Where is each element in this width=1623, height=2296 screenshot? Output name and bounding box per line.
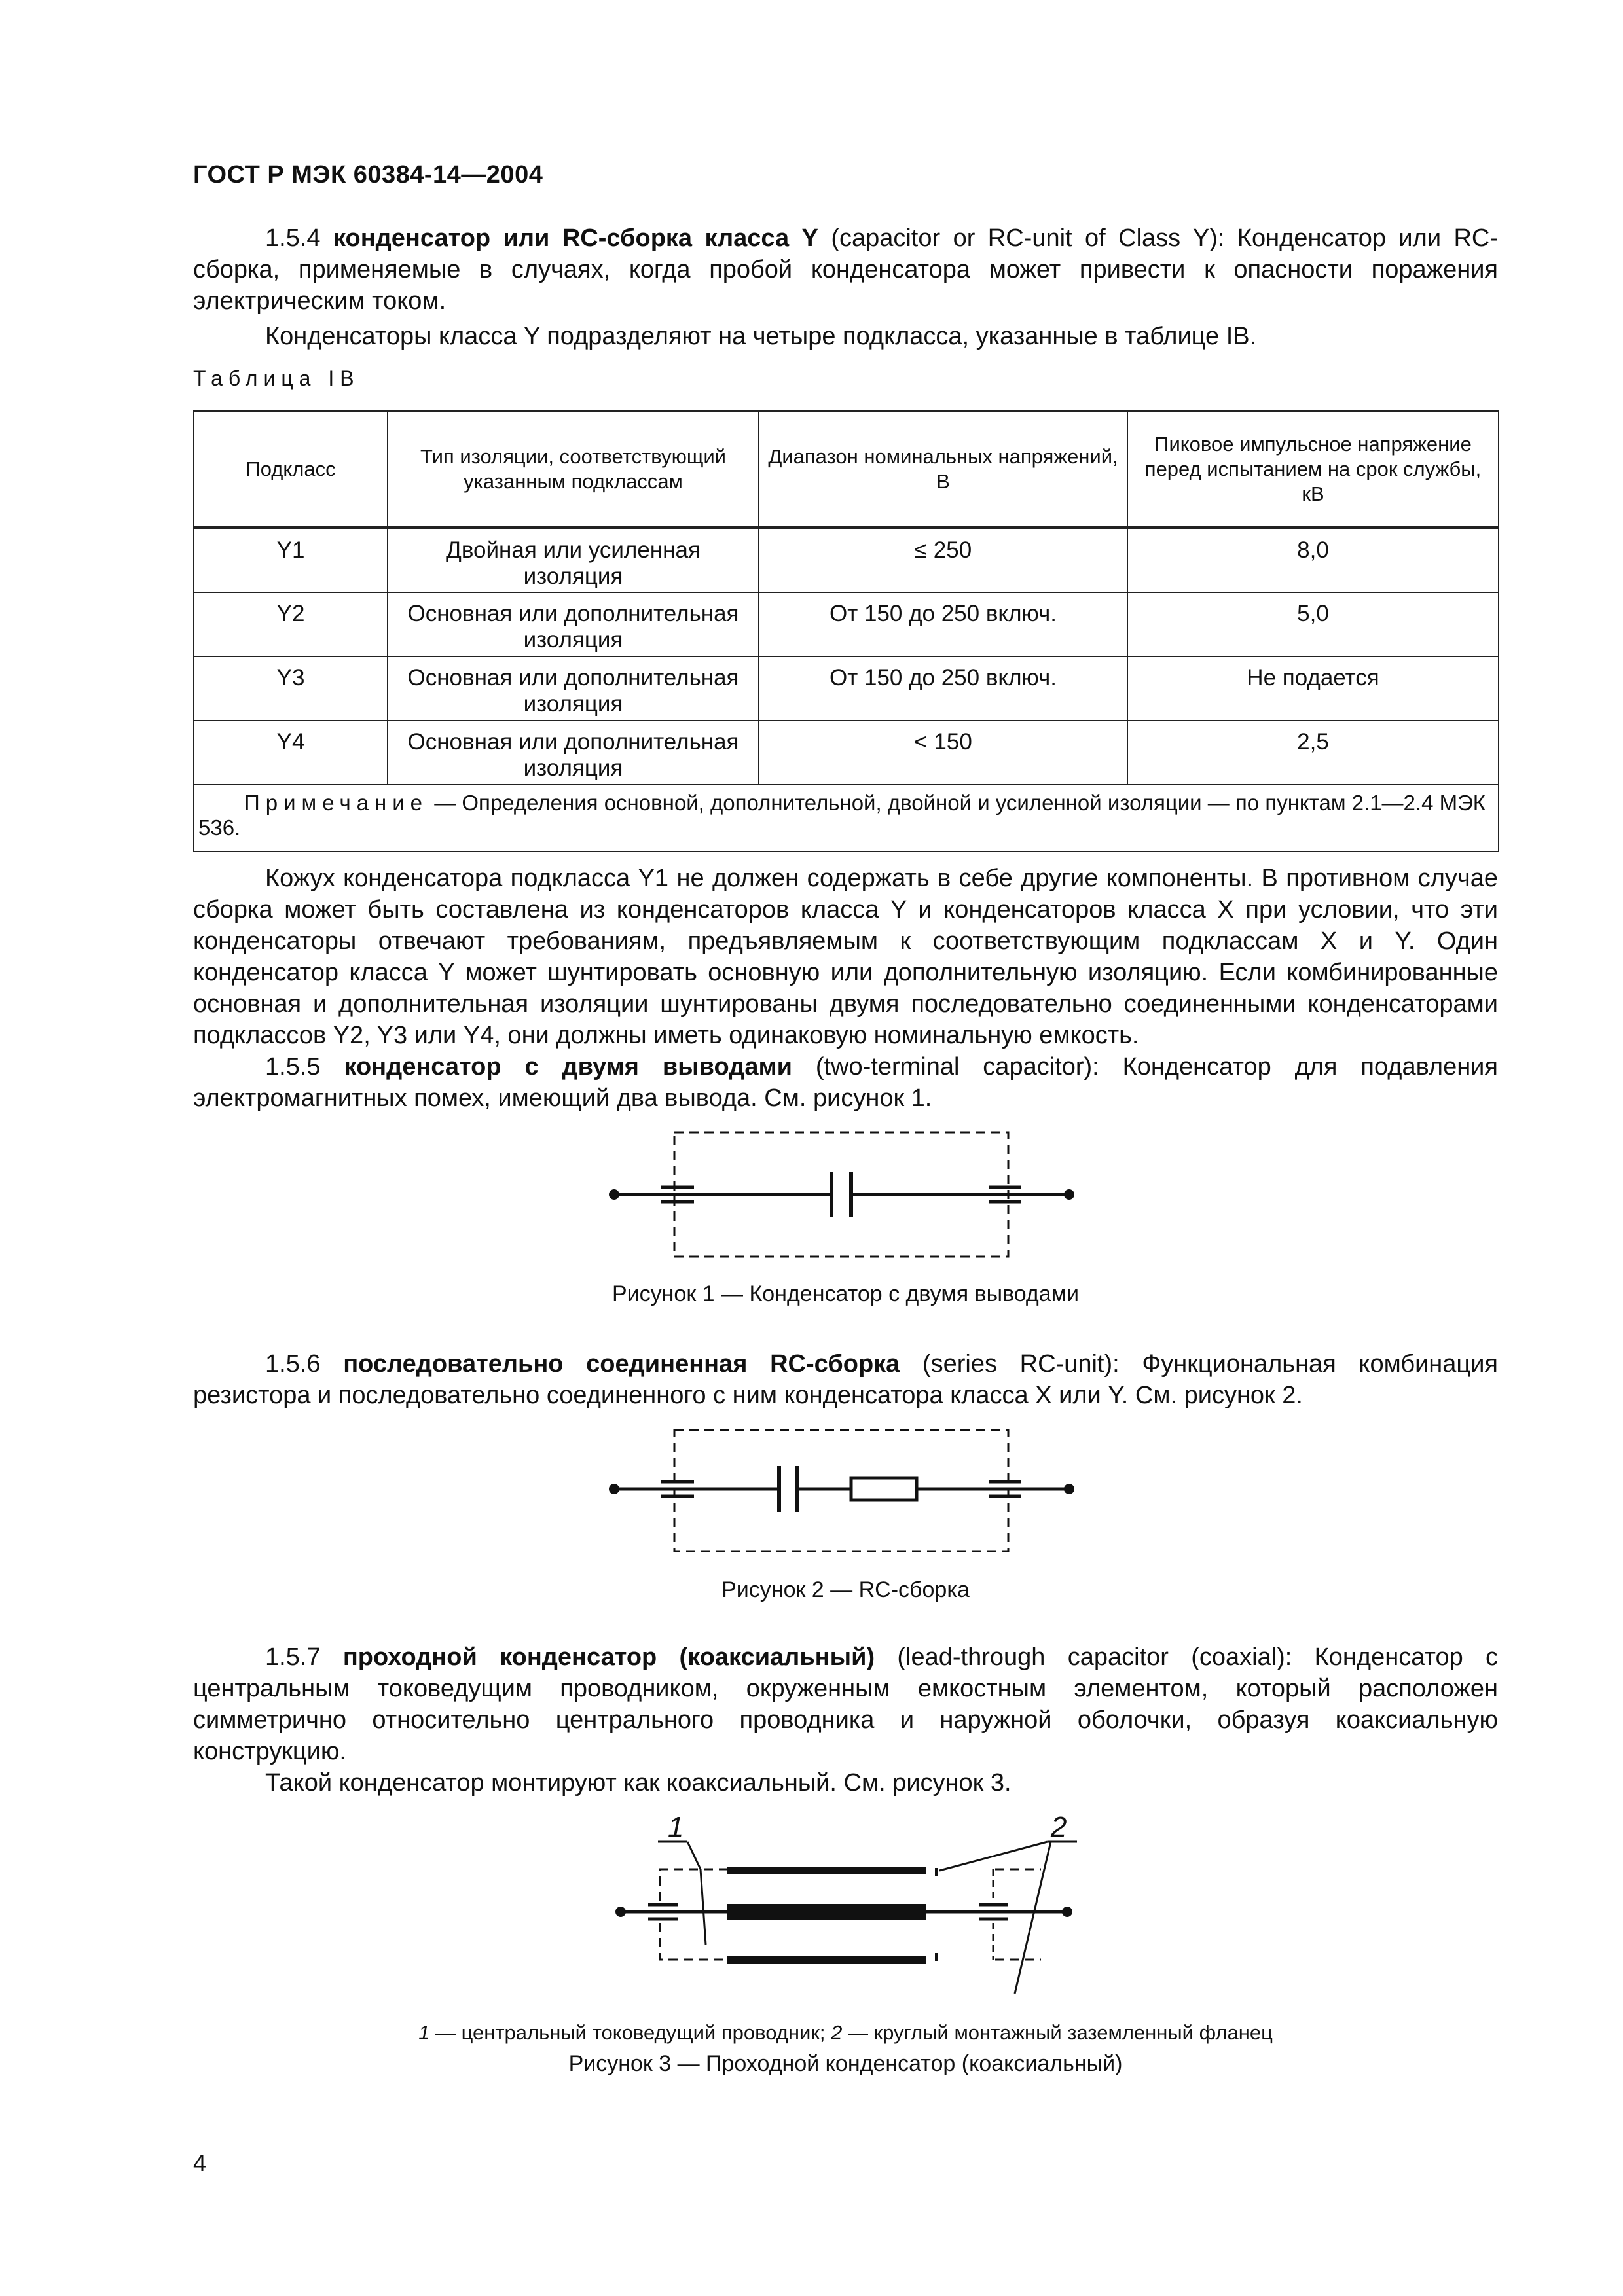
leader-line-2b — [1015, 1842, 1051, 1994]
term-english: (capacitor or RC-unit of Class Y): — [831, 224, 1225, 252]
cell-insulation: Основная или дополнительная изоляция — [388, 721, 759, 785]
header-insulation: Тип изоляции, соответствующий указанным подклассам — [388, 411, 759, 528]
figure-2-caption: Рисунок 2 — RC-сборка — [721, 1577, 970, 1602]
cell-insulation: Двойная или усиленная изоляция — [388, 528, 759, 592]
note-label: Примечание — [244, 790, 429, 815]
header-subclass: Подкласс — [194, 411, 388, 528]
legend-text-2: — круглый монтажный заземленный фланец — [842, 2021, 1273, 2044]
cell-peak-voltage: Не подается — [1127, 656, 1499, 721]
cell-voltage-range: От 150 до 250 включ. — [759, 656, 1127, 721]
legend-number-1: 1 — [418, 2021, 430, 2044]
cell-peak-voltage: 2,5 — [1127, 721, 1499, 785]
terminal-dot-right — [1064, 1484, 1074, 1494]
definition: Функциональная комбинация резистора и последовательно соединенного с ним конденсатора класса X или Y. См. рисунок 2. — [193, 1350, 1498, 1409]
term-english: (two-terminal capacitor): — [815, 1053, 1099, 1081]
section-number: 1.5.4 — [265, 224, 321, 252]
enclosure-bottom-left — [660, 1923, 727, 1960]
header-voltage-range: Диапазон номинальных напряжений, В — [759, 411, 1127, 528]
cell-insulation: Основная или дополнительная изоляция — [388, 592, 759, 656]
header-peak-voltage: Пиковое импульсное напряжение перед испытанием на срок службы, кВ — [1127, 411, 1499, 528]
figure-3-caption: Рисунок 3 — Проходной конденсатор (коаксиальный) — [568, 2051, 1123, 2076]
term: последовательно соединенная RC-сборка — [343, 1350, 900, 1378]
figure-2-rc-unit — [589, 1420, 1093, 1558]
resistor — [851, 1478, 917, 1500]
table-row — [194, 592, 1499, 656]
section-1-5-4-subclasses — [193, 321, 1498, 352]
capacitive-element-bottom — [727, 1956, 926, 1964]
definition: Конденсатор для подавления электромагнитных помех, имеющий два вывода. См. рисунок 1. — [193, 1053, 1498, 1112]
figure-1-two-terminal-capacitor — [589, 1119, 1093, 1263]
cell-subclass: Y3 — [194, 656, 388, 721]
figure-3-legend — [193, 2021, 1498, 2045]
term: проходной конденсатор (коаксиальный) — [342, 1643, 875, 1671]
cell-subclass: Y2 — [194, 592, 388, 656]
table-row — [194, 721, 1499, 785]
section-1-5-5 — [193, 1051, 1498, 1114]
cell-peak-voltage: 8,0 — [1127, 528, 1499, 592]
cell-peak-voltage: 5,0 — [1127, 592, 1499, 656]
section-number: 1.5.7 — [265, 1643, 321, 1671]
enclosure-top-left — [660, 1869, 727, 1901]
term-english: (lead-through capacitor (coaxial): — [897, 1643, 1292, 1671]
section-number: 1.5.6 — [265, 1350, 321, 1378]
section-1-5-4 — [193, 223, 1498, 317]
terminal-dot-left — [609, 1484, 619, 1494]
paragraph-text: Такой конденсатор монтируют как коаксиальный. См. рисунок 3. — [265, 1769, 1012, 1797]
cell-subclass: Y4 — [194, 721, 388, 785]
legend-number-2: 2 — [831, 2021, 843, 2044]
standard-header: ГОСТ Р МЭК 60384-14—2004 — [193, 161, 543, 188]
cell-voltage-range: От 150 до 250 включ. — [759, 592, 1127, 656]
subclass-table — [193, 410, 1499, 852]
legend-text-1: — центральный токоведущий проводник; — [429, 2021, 831, 2044]
figure-1-caption: Рисунок 1 — Конденсатор с двумя выводами — [611, 1282, 1080, 1306]
paragraph-text: Конденсаторы класса Y подразделяют на четыре подкласса, указанные в таблице IB. — [265, 323, 1257, 350]
terminal-dot-left — [609, 1189, 619, 1200]
definition: Конденсатор с центральным токоведущим проводником, окруженным емкостным элементом, который расположен симметрично относительно центрального проводника и наружной оболочки, образуя коаксиальную конструкцию. — [193, 1643, 1499, 1765]
paragraph-text: Кожух конденсатора подкласса Y1 не должен содержать в себе другие компоненты. В противном случае сборка может быть составлена из конденсаторов класса Y и конденсаторов класса X при условии, что эти конденсаторы отвечают требованиям, предъявляемым к соответствующим подклассам X и Y. Один конденсатор класса Y может шунтировать основную или дополнительную изоляцию. Если комбинированные основная и дополнительная изоляции шунтированы двумя последовательно соединенными конденсаторами подклассов Y2, Y3 или Y4, они должны иметь одинаковую номинальную емкость. — [193, 865, 1498, 1049]
cell-voltage-range: ≤ 250 — [759, 528, 1127, 592]
note-text: — Определения основной, дополнительной, двойной и усиленной изоляции — по пунктам 2.1—2.4 МЭК 536. — [198, 790, 1486, 840]
leader-line-1 — [687, 1842, 706, 1945]
figure-3-lead-through-capacitor — [589, 1804, 1100, 2007]
callout-label-2: 2 — [1051, 1811, 1067, 1843]
term-english: (series RC-unit): — [922, 1350, 1120, 1378]
leader-line-2a — [939, 1842, 1048, 1871]
section-1-5-7-mounting — [193, 1767, 1498, 1799]
cell-subclass: Y1 — [194, 528, 388, 592]
term: конденсатор или RC-сборка класса Y — [333, 224, 818, 252]
definition: Конденсатор или RC-сборка, применяемые в случаях, когда пробой конденсатора может привести к опасности поражения электрическим током. — [193, 224, 1499, 315]
cell-insulation: Основная или дополнительная изоляция — [388, 656, 759, 721]
capacitive-element-center — [727, 1904, 926, 1920]
section-1-5-7 — [193, 1641, 1498, 1767]
capacitive-element-top — [727, 1867, 926, 1874]
table-row — [194, 528, 1499, 592]
terminal-dot-left — [615, 1907, 626, 1917]
cell-voltage-range: < 150 — [759, 721, 1127, 785]
section-number: 1.5.5 — [265, 1053, 321, 1081]
table-header-row — [194, 411, 1499, 528]
page-number: 4 — [193, 2149, 207, 2176]
section-1-5-6 — [193, 1348, 1498, 1411]
table-note — [194, 785, 1499, 852]
term: конденсатор с двумя выводами — [344, 1053, 792, 1081]
table-label: Таблица IB — [193, 367, 360, 390]
table-row — [194, 656, 1499, 721]
terminal-dot-right — [1062, 1907, 1072, 1917]
callout-label-1: 1 — [668, 1811, 684, 1843]
table-note-row — [194, 785, 1499, 852]
terminal-dot-right — [1064, 1189, 1074, 1200]
paragraph-after-table — [193, 863, 1498, 1051]
